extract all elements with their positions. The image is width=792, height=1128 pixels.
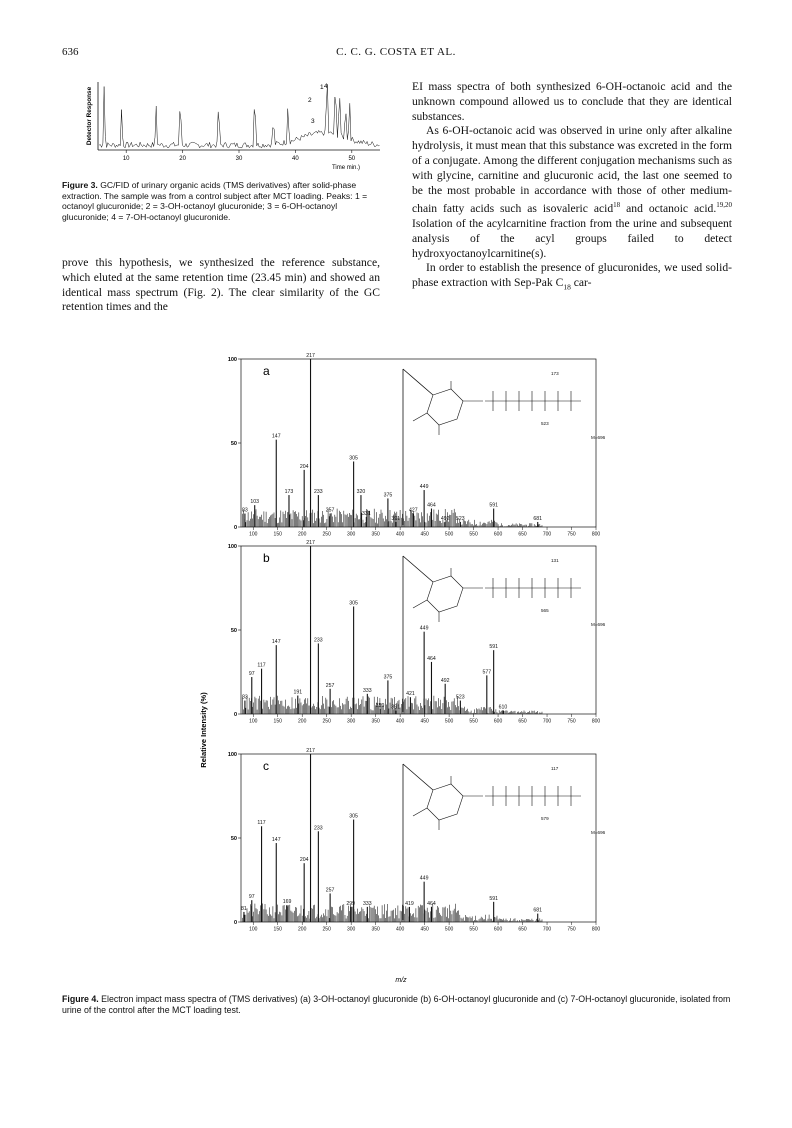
- xtick: 500: [444, 926, 454, 933]
- right-paragraph-1: EI mass spectra of both synthesized 6-OH-octanoic acid and the unknown compound allowed us to conclude that they are identical substances.: [412, 80, 732, 123]
- p2-text-a: As 6-OH-octanoic acid was observed in urine only after alkaline hydrolysis, it must mean that this substance was excreted in the form of a conjugate. Among the different conjugation mechanisms such as with glycine, carnitine and glucuronic acid, the last one seemed to be the most probable in accordance with those of other medium-chain fatty acids such as isovaleric acid: [412, 124, 732, 216]
- peak-label: 333: [363, 687, 372, 694]
- xtick: 550: [469, 926, 478, 933]
- fig3-xtick: 50: [348, 156, 356, 162]
- peak-label: 204: [299, 463, 309, 470]
- peak-label: 591: [489, 644, 498, 651]
- xtick: 500: [444, 531, 454, 538]
- ref-19-20: 19,20: [716, 201, 732, 210]
- peak-label: 257: [325, 507, 335, 514]
- ytick: 50: [230, 628, 237, 634]
- xtick: 250: [322, 926, 331, 933]
- peak-label-1: 1: [320, 84, 324, 91]
- xtick: 250: [322, 531, 331, 538]
- xtick: 650: [518, 718, 527, 725]
- peak-label: 523: [456, 515, 465, 522]
- p2-text-b: and octanoic acid.: [620, 202, 717, 216]
- xtick: 650: [518, 926, 527, 933]
- peak-label: 169: [282, 899, 292, 906]
- xtick: 350: [371, 926, 380, 933]
- figure-4-mass-spectra: [196, 350, 606, 985]
- peak-label: 421: [406, 691, 415, 698]
- right-paragraph-2: [412, 124, 732, 261]
- ytick: 50: [230, 836, 237, 842]
- chromatogram-trace: [99, 84, 379, 148]
- peak-label: 391: [391, 515, 401, 522]
- fig3-ylabel: Detector Response: [86, 86, 93, 146]
- peak-label: 464: [427, 900, 436, 907]
- page-number: 636: [62, 46, 79, 58]
- xtick: 500: [444, 718, 454, 725]
- xtick: 650: [518, 531, 527, 538]
- spectrum-panel-a: [228, 353, 606, 538]
- figure-4-caption: [62, 994, 738, 1015]
- xtick: 550: [469, 718, 478, 725]
- fig3-xtick: 40: [292, 156, 299, 162]
- peak-label: 147: [271, 639, 281, 646]
- fragment-label-side: 579: [541, 816, 549, 821]
- figure-4-caption-text: Electron impact mass spectra of (TMS derivatives) (a) 3-OH-octanoyl glucuronide (b) 6-OH-octanoyl glucuronide and (c) 7-OH-octanoyl glucuronide, isolated from urine of the control after the MCT loading test.: [62, 994, 731, 1015]
- c18-subscript: 18: [563, 282, 571, 292]
- panel-letter: b: [263, 551, 270, 565]
- peak-label: 610: [498, 704, 508, 711]
- xtick: 800: [591, 926, 601, 933]
- peak-label: 391: [391, 704, 401, 711]
- peak-label: 299: [346, 900, 356, 907]
- xtick: 450: [420, 718, 429, 725]
- peak-label: 97: [248, 894, 255, 901]
- xtick: 700: [542, 718, 552, 725]
- figure-4-caption-label: Figure 4.: [62, 994, 99, 1004]
- peak-label: 83: [242, 694, 248, 701]
- peak-label: 492: [440, 677, 450, 684]
- xtick: 300: [347, 926, 356, 933]
- xtick: 750: [567, 926, 576, 933]
- peak-label-4: 4: [324, 83, 328, 90]
- figure-3-caption-text: GC/FID of urinary organic acids (TMS derivatives) after solid-phase extraction. The sample was from a control subject after MCT loading. Peaks: 1 = octanoyl glucuronide; 2 = 3-OH-octanoyl glucuronide; 3 = 6-OH-octanoyl glucuronide; 4 = 7-OH-octanoyl glucuronide.: [62, 180, 368, 222]
- peak-label: 375: [383, 674, 393, 681]
- peak-label: 97: [248, 671, 255, 678]
- peak-label: 359: [375, 702, 385, 709]
- molecular-weight-label: M=696: [591, 830, 606, 835]
- xtick: 150: [273, 926, 282, 933]
- peak-label: 375: [383, 492, 393, 499]
- xtick: 100: [249, 926, 258, 933]
- xtick: 750: [567, 531, 576, 538]
- peak-label: 333: [363, 900, 372, 907]
- xtick: 400: [395, 531, 405, 538]
- peak-label: 305: [349, 455, 358, 462]
- xtick: 750: [567, 718, 576, 725]
- spectrum-panel-b: [228, 540, 606, 725]
- peak-label: 449: [419, 625, 429, 632]
- peak-label: 681: [533, 515, 543, 522]
- peak-label: 233: [314, 489, 323, 496]
- ytick: 100: [227, 544, 237, 550]
- xtick: 550: [469, 531, 478, 538]
- xtick: 350: [371, 718, 380, 725]
- chromatogram-line: [99, 84, 379, 148]
- fragment-label-top: 173: [551, 371, 559, 376]
- xtick: 250: [322, 718, 331, 725]
- p3-text-a: In order to establish the presence of glucuronides, we used solid-phase extraction with Sep-Pak C: [412, 261, 732, 290]
- peak-label: 449: [419, 484, 429, 491]
- peak-label: 419: [405, 900, 414, 907]
- xtick: 800: [591, 531, 601, 538]
- peak-label: 257: [325, 682, 335, 689]
- panel-letter: a: [263, 364, 270, 378]
- fig3-xtick: 10: [122, 156, 130, 162]
- figure-3-chromatogram: [84, 76, 384, 178]
- fig3-xtick: 20: [179, 156, 186, 162]
- right-paragraph-3: [412, 261, 732, 295]
- peak-label: 147: [271, 837, 281, 844]
- spectrum-panel-c: [228, 748, 606, 933]
- peak-label: 681: [533, 907, 543, 914]
- p3-text-b: car-: [570, 276, 592, 290]
- fragment-label-side: 565: [541, 608, 549, 613]
- xtick: 200: [298, 926, 307, 933]
- fig4-xlabel: m/z: [395, 977, 407, 984]
- figure-3-caption-label: Figure 3.: [62, 180, 98, 190]
- ytick: 0: [233, 920, 237, 926]
- peak-label: 257: [325, 887, 335, 894]
- panel-letter: c: [263, 759, 269, 773]
- ytick: 100: [227, 357, 237, 363]
- xtick: 600: [493, 531, 503, 538]
- figure-3-caption: [62, 180, 382, 222]
- peak-label: 103: [250, 499, 260, 506]
- xtick: 600: [493, 718, 503, 725]
- xtick: 300: [347, 531, 356, 538]
- peak-label: 191: [293, 689, 303, 696]
- xtick: 800: [591, 718, 601, 725]
- peak-label: 83: [242, 507, 248, 514]
- xtick: 400: [395, 926, 405, 933]
- peak-label: 204: [299, 857, 309, 864]
- xtick: 200: [298, 531, 307, 538]
- ytick: 100: [227, 752, 237, 758]
- peak-label: 147: [271, 433, 281, 440]
- fig3-xlabel: Time min.): [331, 165, 361, 171]
- structure-inset-b: [403, 556, 581, 712]
- ytick: 50: [230, 441, 237, 447]
- xtick: 600: [493, 926, 503, 933]
- running-head: C. C. G. COSTA ET AL.: [336, 46, 456, 58]
- peak-label: 173: [284, 489, 294, 496]
- xtick: 400: [395, 718, 405, 725]
- peak-label: 305: [349, 813, 358, 820]
- molecular-weight-label: M=696: [591, 435, 606, 440]
- peak-label: 233: [314, 825, 323, 832]
- peak-label: 464: [427, 655, 436, 662]
- peak-label: 81: [241, 905, 247, 912]
- peak-label: 217: [306, 353, 315, 359]
- peak-label: 523: [456, 694, 465, 701]
- xtick: 150: [273, 531, 282, 538]
- fig4-ylabel: Relative Intensity (%): [199, 692, 208, 768]
- ytick: 0: [233, 712, 237, 718]
- peak-label: 117: [257, 820, 266, 827]
- xtick: 300: [347, 718, 356, 725]
- fragment-label-top: 131: [551, 558, 559, 563]
- ref-18: 18: [613, 201, 621, 210]
- peak-label: 217: [306, 748, 315, 754]
- left-paragraph: prove this hypothesis, we synthesized the reference substance, which eluted at the same retention time (23.45 min) and showed an identical mass spectrum (Fig. 2). The clear similarity of the GC retention times and the: [62, 256, 380, 314]
- xtick: 700: [542, 531, 552, 538]
- peak-label: 492: [440, 515, 450, 522]
- p2-text-c: Isolation of the acylcarnitine fraction from the urine and subsequent analysis of the acyl groups failed to detect hydroxyoctanoylcarnitine(s).: [412, 217, 732, 260]
- peak-label: 117: [257, 662, 266, 669]
- xtick: 100: [249, 531, 258, 538]
- peak-label: 427: [409, 507, 418, 514]
- peak-label: 464: [427, 502, 436, 509]
- ytick: 0: [233, 525, 237, 531]
- xtick: 200: [298, 718, 307, 725]
- xtick: 450: [420, 531, 429, 538]
- peak-label-2: 2: [308, 97, 312, 104]
- peak-label: 217: [306, 540, 315, 546]
- left-column-text: [62, 256, 380, 315]
- right-column-text: [412, 80, 732, 295]
- fig3-xtick: 30: [235, 156, 243, 162]
- xtick: 100: [249, 718, 258, 725]
- peak-label: 591: [489, 895, 498, 902]
- peak-label: 591: [489, 502, 498, 509]
- peak-label: 233: [314, 637, 323, 644]
- xtick: 700: [542, 926, 552, 933]
- peak-label-3: 3: [311, 118, 315, 125]
- peak-label: 449: [419, 875, 429, 882]
- xtick: 150: [273, 718, 282, 725]
- peak-label: 320: [356, 489, 366, 496]
- peak-label: 305: [349, 600, 358, 607]
- fragment-label-side: 523: [541, 421, 549, 426]
- fragment-label-top: 117: [551, 766, 559, 771]
- xtick: 350: [371, 531, 380, 538]
- molecular-weight-label: M=696: [591, 622, 606, 627]
- peak-label: 331: [362, 510, 371, 517]
- peak-label: 577: [482, 669, 492, 676]
- xtick: 450: [420, 926, 429, 933]
